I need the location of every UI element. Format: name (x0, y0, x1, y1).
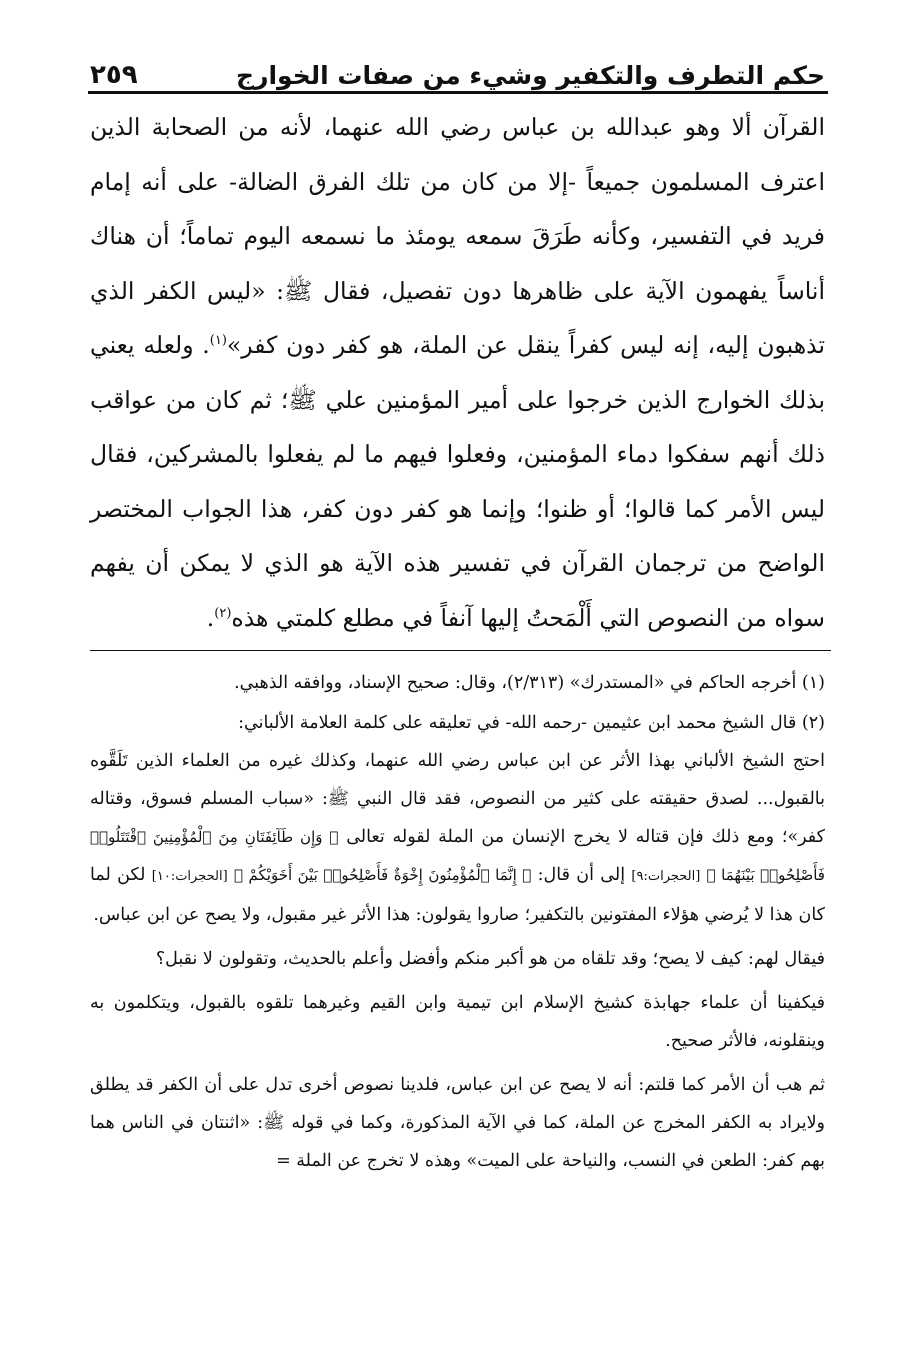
quran-verse-2: ﴿ إِنَّمَا ٱلْمُؤْمِنُونَ إِخْوَةٌ فَأَصْلِحُوا۟ بَيْنَ أَخَوَيْكُمْ ﴾ (233, 866, 532, 884)
footnote-2-text-a: احتج الشيخ الألباني بهذا الأثر عن ابن عباس رضي الله عنهما، وكذلك غيره من العلماء الذين تَلَقَّوه بالقبول... لصدق حقيقته على كثير من النصوص، فقد قال النبي ﷺ: «سباب المسلم فسوق، وقتاله كفر»؛ ومع ذلك فإن قتاله لا يخرج الإنسان من الملة لقوله تعالى (90, 751, 825, 847)
main-text-part-1: القرآن ألا وهو عبدالله بن عباس رضي الله عنهما، لأنه من الصحابة الذين اعترف المسلمون جميعاً -إلا من كان من تلك الفرق الضالة- على أنه إمام فريد في التفسير، وكأنه طَرَقَ سمعه يومئذ ما نسمعه اليوم تماماً؛ أن هناك أناساً يفهمون الآية على ظاهرها دون تفصيل، فقال ﷺ: «ليس الكفر الذي تذهبون إليه، إنه ليس كفراً ينقل عن الملة، هو كفر دون كفر» (90, 113, 825, 359)
footnote-2-paragraph-2: فيقال لهم: كيف لا يصح؛ وقد تلقاه من هو أكبر منكم وأفضل وأعلم بالحديث، وتقولون لا نقبل؟ (155, 949, 825, 969)
running-header (90, 38, 825, 88)
footnote-ref-1[interactable]: (١) (209, 333, 227, 349)
page-number: ٢٥٩ (90, 60, 138, 90)
quran-citation-2: [الحجرات:١٠] (151, 869, 228, 884)
main-text-end: . (206, 603, 215, 632)
footnote-2-between: إلى أن قال: (531, 865, 632, 885)
footnote-2-paragraph-3: فيكفينا أن علماء جهابذة كشيخ الإسلام ابن تيمية وابن القيم وغيرهما تلقوه بالقبول، ويتكلمون به وينقلونه، فالأثر صحيح. (90, 993, 825, 1051)
header-rule (88, 91, 828, 94)
footnote-2-body (90, 742, 825, 934)
main-text-part-2: . ولعله يعني بذلك الخوارج الذين خرجوا على أمير المؤمنين علي ﷺ؛ ثم كان من عواقب ذلك أنهم سفكوا دماء المؤمنين، وفعلوا فيهم ما لم يفعلوا بالمشركين، فقال ليس الأمر كما قالوا؛ أو ظنوا؛ وإنما هو كفر دون كفر، هذا الجواب المختصر الواضح من ترجمان القرآن في تفسير هذه الآية هو الذي لا يمكن أن يفهم سواه من النصوص التي أَلْمَحتُ إليها آنفاً في مطلع كلمتي هذه (90, 331, 825, 632)
footnote-2-intro: (٢) قال الشيخ محمد ابن عثيمين -رحمه الله- في تعليقه على كلمة العلامة الألباني: (238, 713, 825, 733)
quran-verse-1: ﴿ وَإِن طَآئِفَتَانِ مِنَ ٱلْمُؤْمِنِينَ ٱقْتَتَلُوا۟ فَأَصْلِحُوا۟ بَيْنَهُمَا ﴾ (90, 828, 825, 884)
footnote-separator (90, 650, 831, 651)
running-title: حكم التطرف والتكفير وشيء من صفات الخوارج (236, 61, 825, 90)
footnotes (90, 664, 825, 1180)
main-paragraph (90, 100, 825, 645)
footnote-1: (١) أخرجه الحاكم في «المستدرك» (٢/٣١٣)، وقال: صحيح الإسناد، ووافقه الذهبي. (234, 673, 825, 693)
quran-citation-1: [الحجرات:٩] (631, 869, 701, 884)
footnote-2-text-b: لكن لما كان هذا لا يُرضي هؤلاء المفتونين بالتكفير؛ صاروا يقولون: هذا الأثر غير مقبول، ولا يصح عن ابن عباس. (90, 865, 825, 925)
main-text (90, 100, 825, 645)
footnote-ref-2[interactable]: (٢) (214, 605, 232, 621)
footnote-2-paragraph-4: ثم هب أن الأمر كما قلتم: أنه لا يصح عن ابن عباس، فلدينا نصوص أخرى تدل على أن الكفر قد يطلق ولايراد به الكفر المخرج عن الملة، كما في الآية المذكورة، وكما في قوله ﷺ: «اثنتان في الناس هما بهم كفر: الطعن في النسب، والنياحة على الميت» وهذه لا تخرج عن الملة = (90, 1075, 825, 1171)
